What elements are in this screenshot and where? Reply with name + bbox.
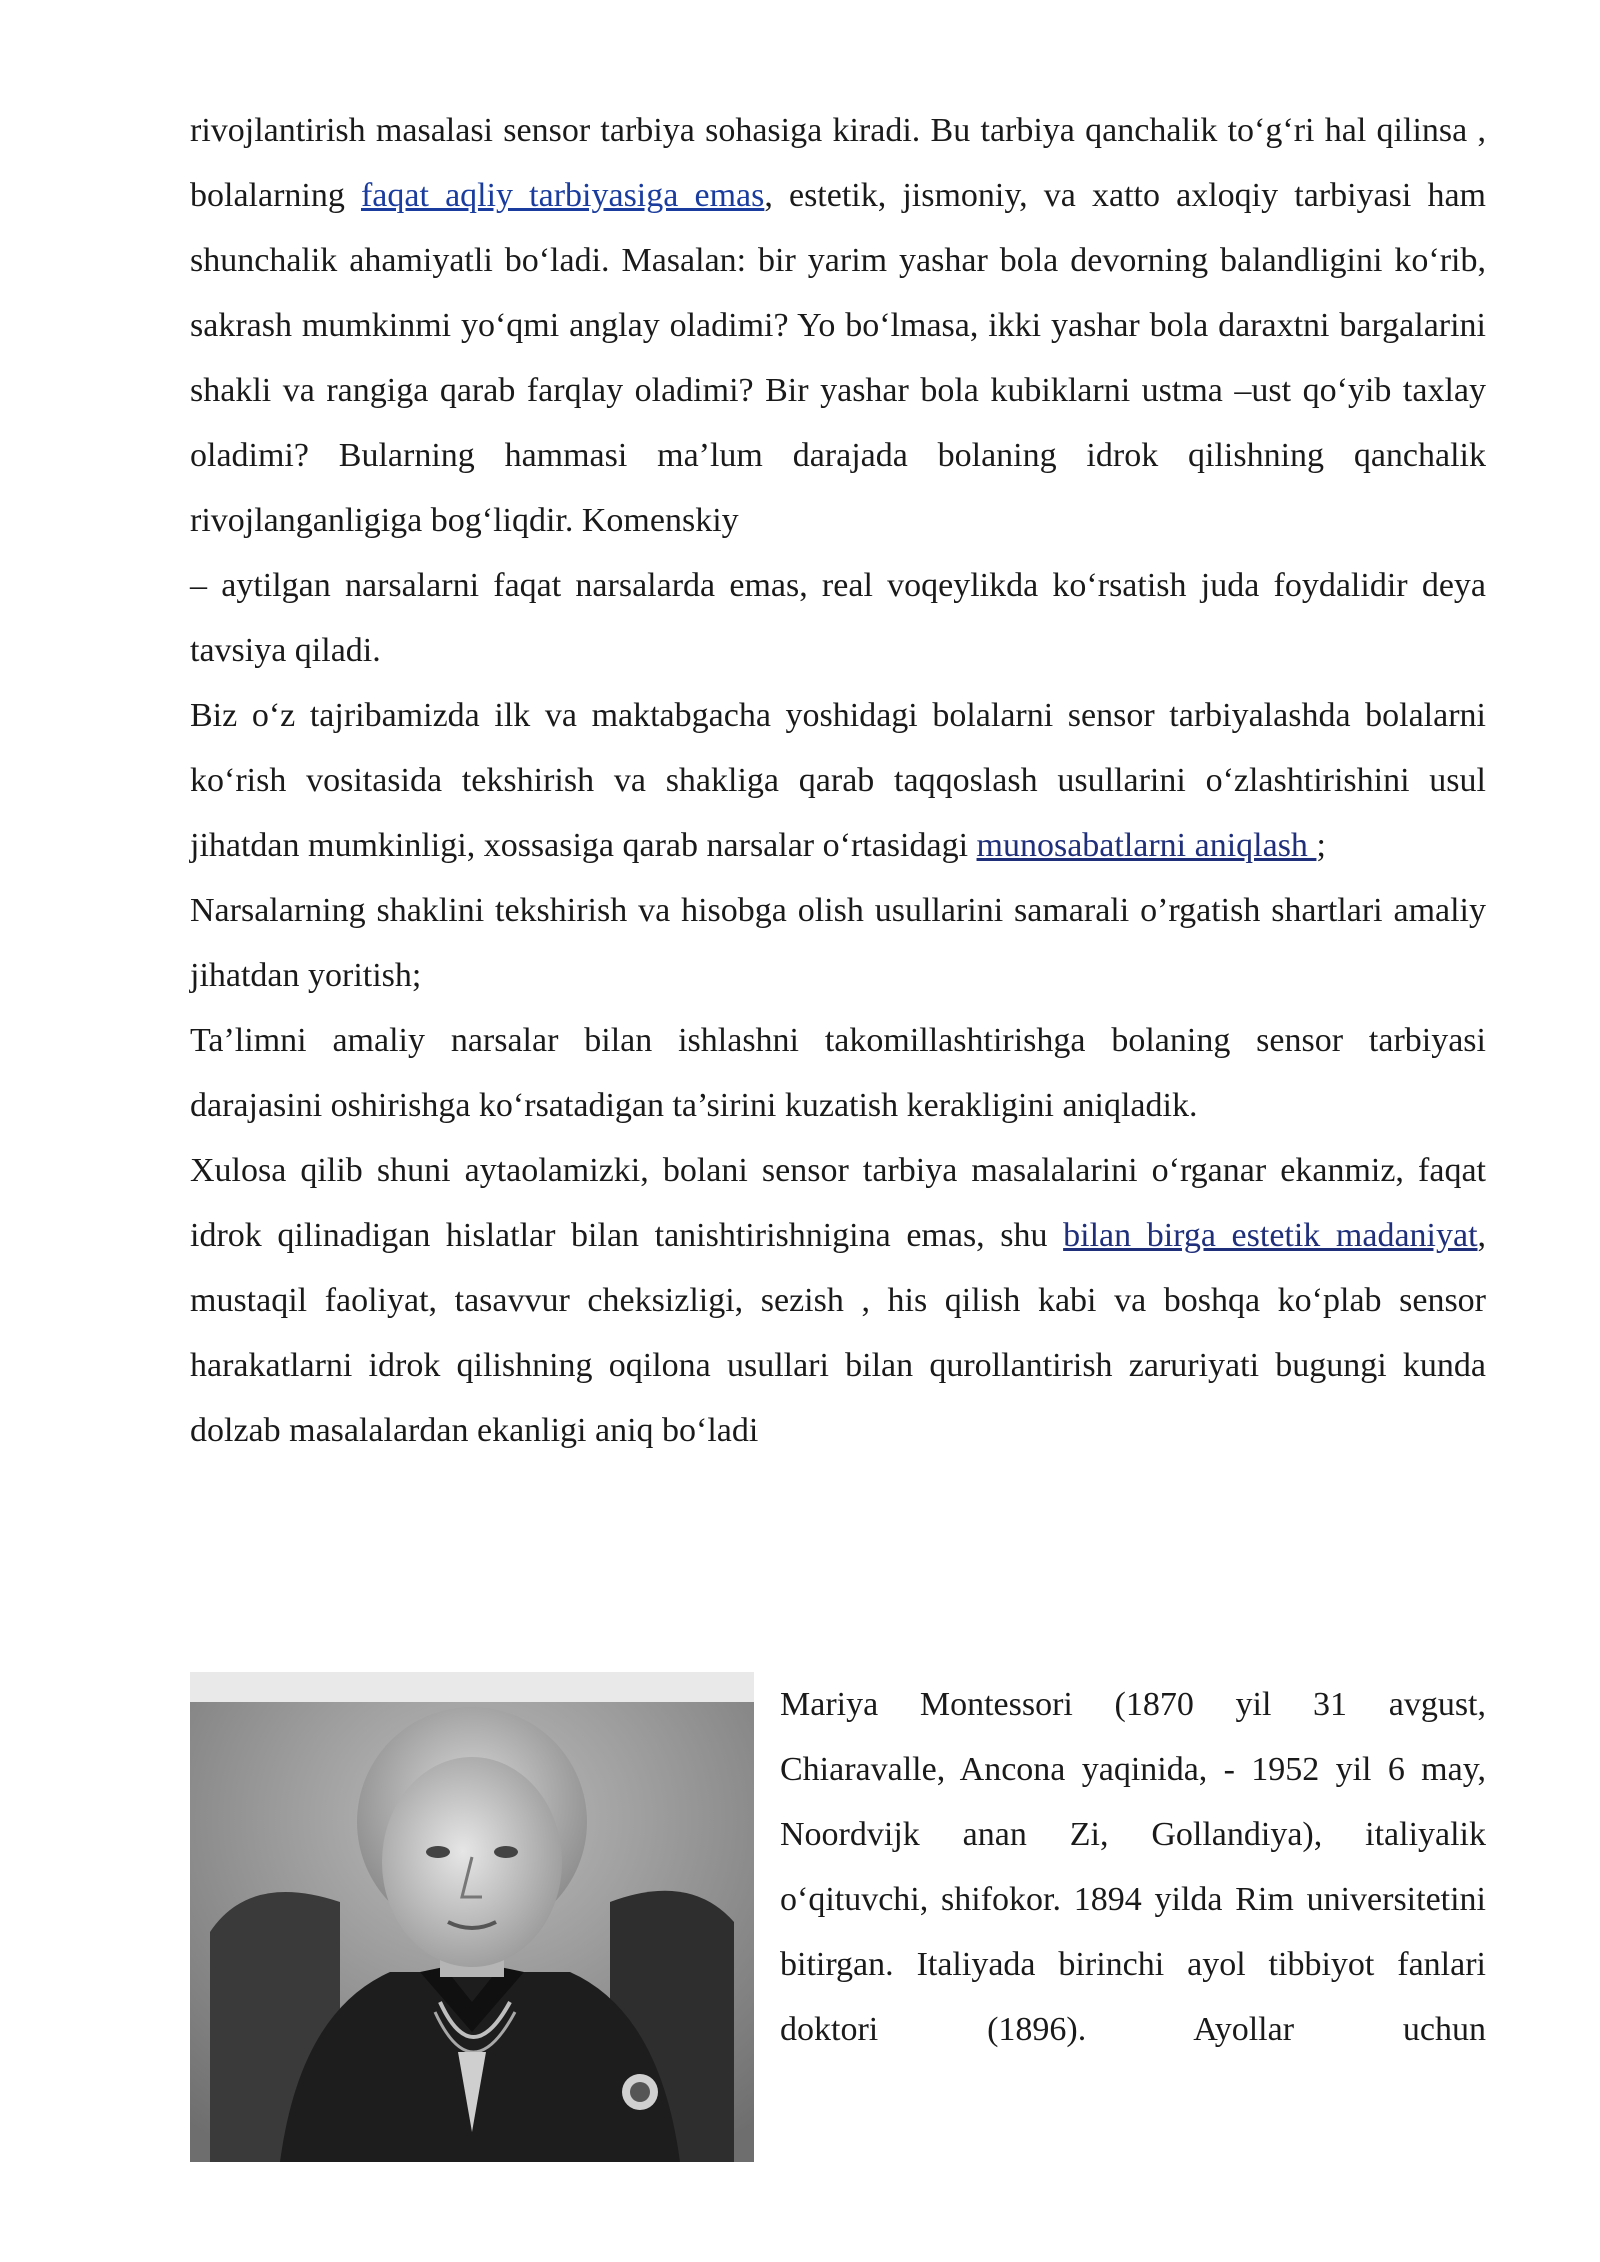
- link-faqat-aqliy-tarbiyasiga[interactable]: faqat aqliy tarbiyasiga emas: [360, 177, 765, 214]
- document-body: [190, 98, 1486, 1463]
- paragraph-6: [190, 1138, 1486, 1463]
- paragraph-5-text: Ta’limni amaliy narsalar bilan ishlashni takomillashtirishga bolaning sensor tarbiyasi darajasini oshirishga ko‘rsatadigan ta’sirini kuzatish kerakligini aniqladik.: [190, 1022, 1486, 1124]
- portrait-section: [190, 1672, 1486, 2162]
- paragraph-4-text: Narsalarning shaklini tekshirish va hisobga olish usullarini samarali o’rgatish shartlari amaliy jihatdan yoritish;: [190, 892, 1486, 994]
- paragraph-3-text-b: ;: [1316, 827, 1326, 864]
- paragraph-4: [190, 878, 1486, 1008]
- paragraph-6-text-a: Xulosa qilib shuni aytaolamizki, bolani sensor tarbiya masalalarini o‘rganar ekanmiz, faqat idrok qilinadigan hislatlar bilan tanishtirishnigina emas, shu: [190, 1152, 1486, 1254]
- link-estetik-madaniyat[interactable]: bilan birga estetik madaniyat: [1063, 1217, 1478, 1254]
- paragraph-1-text-b: , estetik, jismoniy, va xatto axloqiy tarbiyasi ham shunchalik ahamiyatli bo‘ladi. Masalan: bir yarim yashar bola devorning balandligini ko‘rib, sakrash mumkinmi yo‘qmi anglay oladimi? Yo bo‘lmasa, ikki yashar bola daraxtni bargalarini shakli va rangiga qarab farqlay oladimi? Bir yashar bola kubiklarni ustma –ust qo‘yib taxlay oladimi? Bularning hammasi ma’lum darajada bolaning idrok qilishning qanchalik rivojlanganligiga bog‘liqdir. Komenskiy: [190, 177, 1486, 539]
- paragraph-2: [190, 553, 1486, 683]
- paragraph-1: [190, 98, 1486, 553]
- paragraph-3: [190, 683, 1486, 878]
- montessori-bio: Mariya Montessori (1870 yil 31 avgust, Chiaravalle, Ancona yaqinida, - 1952 yil 6 may, Noordvijk anan Zi, Gollandiya), italiyalik o‘qituvchi, shifokor. 1894 yilda Rim universitetini bitirgan. Italiyada birinchi ayol tibbiyot fanlari doktori (1896). Ayollar uchun: [780, 1686, 1486, 2048]
- link-munosabatlarni-aniqlash[interactable]: munosabatlarni aniqlash: [976, 827, 1317, 864]
- paragraph-2-text: – aytilgan narsalarni faqat narsalarda emas, real voqeylikda ko‘rsatish juda foydalidir deya tavsiya qiladi.: [190, 567, 1486, 669]
- paragraph-1-text-a: rivojlantirish masalasi sensor tarbiya sohasiga kiradi. Bu tarbiya qanchalik to‘g‘ri hal qilinsa , bolalarning: [190, 112, 1486, 214]
- paragraph-6-text-b: , mustaqil faoliyat, tasavvur cheksizligi, sezish , his qilish kabi va boshqa ko‘plab sensor harakatlarni idrok qilishning oqilona usullari bilan qurollantirish zaruriyati bugungi kunda dolzab masalalardan ekanligi aniq bo‘ladi: [190, 1217, 1487, 1449]
- portrait-photo: [190, 1672, 754, 2162]
- paragraph-3-text-a: Biz o‘z tajribamizda ilk va maktabgacha yoshidagi bolalarni sensor tarbiyalashda bolalarni ko‘rish vositasida tekshirish va shakliga qarab taqqoslash usullarini o‘zlashtirishini usul jihatdan mumkinligi, xossasiga qarab narsalar o‘rtasidagi: [190, 697, 1486, 864]
- paragraph-5: [190, 1008, 1486, 1138]
